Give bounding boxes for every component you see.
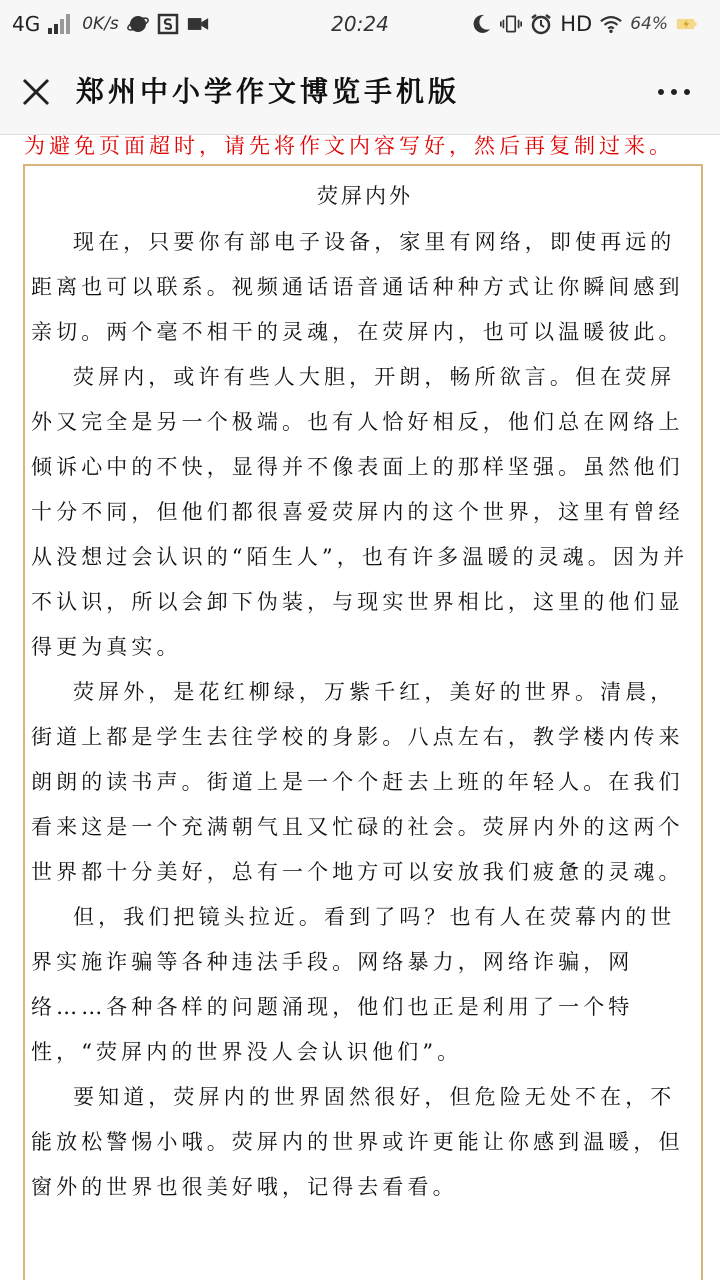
clock: 20:24: [331, 12, 389, 36]
close-button[interactable]: [20, 76, 52, 108]
title-bar: [0, 48, 720, 135]
essay-paragraph: 现在，只要你有部电子设备，家里有网络，即使再远的距离也可以联系。视频通话语音通话种种方式让你瞬间感到亲切。两个毫不相干的灵魂，在荧屏内，也可以温暖彼此。: [31, 230, 684, 344]
battery-icon: [676, 13, 698, 35]
alarm-icon: [530, 13, 552, 35]
vibrate-icon: [500, 13, 522, 35]
status-right: [470, 10, 698, 38]
essay-textarea[interactable]: [23, 164, 703, 1280]
close-icon: [20, 76, 52, 108]
status-bar: [0, 0, 720, 48]
moon-icon: [470, 13, 492, 35]
essay-paragraph: 要知道，荧屏内的世界固然很好，但危险无处不在，不能放松警惕小哦。荧屏内的世界或许更能让你感到温暖，但窗外的世界也很美好哦，记得去看看。: [31, 1085, 684, 1199]
essay-title: 荧屏内外: [317, 184, 413, 208]
more-dot-icon: [684, 89, 690, 95]
more-button[interactable]: [658, 86, 694, 98]
more-dot-icon: [658, 89, 664, 95]
planet-app-icon: [127, 13, 149, 35]
network-type: 4G: [12, 12, 41, 36]
more-dot-icon: [671, 89, 677, 95]
s-app-icon: [157, 13, 179, 35]
video-icon: [187, 13, 209, 35]
page-title: 郑州中小学作文博览手机版: [76, 75, 461, 108]
essay-body: [31, 220, 695, 1210]
wifi-icon: [600, 13, 622, 35]
essay-paragraph: 荧屏外，是花红柳绿，万紫千红，美好的世界。清晨，街道上都是学生去往学校的身影。八点左右，教学楼内传来朗朗的读书声。街道上是一个个赶去上班的年轻人。在我们看来这是一个充满朝气且又忙碌的社会。荧屏内外的这两个世界都十分美好，总有一个地方可以安放我们疲惫的灵魂。: [31, 680, 684, 884]
essay-paragraph: 荧屏内，或许有些人大胆，开朗，畅所欲言。但在荧屏外又完全是另一个极端。也有人恰好相反，他们总在网络上倾诉心中的不快，显得并不像表面上的那样坚强。虽然他们十分不同，但他们都很喜爱荧屏内的这个世界，这里有曾经从没想过会认识的“陌生人”，也有许多温暖的灵魂。因为并不认识，所以会卸下伪装，与现实世界相比，这里的他们显得更为真实。: [31, 365, 689, 659]
network-speed: 0K/s: [82, 14, 119, 34]
essay-paragraph: 但，我们把镜头拉近。看到了吗？也有人在荧幕内的世界实施诈骗等各种违法手段。网络暴力，网络诈骗，网络……各种各样的问题涌现，他们也正是利用了一个特性，“荧屏内的世界没人会认识他们”。: [31, 905, 676, 1064]
hd-indicator: HD: [560, 12, 593, 36]
timeout-notice: 为避免页面超时，请先将作文内容写好，然后再复制过来。: [24, 134, 674, 158]
status-left: [12, 10, 209, 38]
signal-icon: [48, 14, 70, 34]
battery-percent: 64%: [630, 14, 668, 34]
